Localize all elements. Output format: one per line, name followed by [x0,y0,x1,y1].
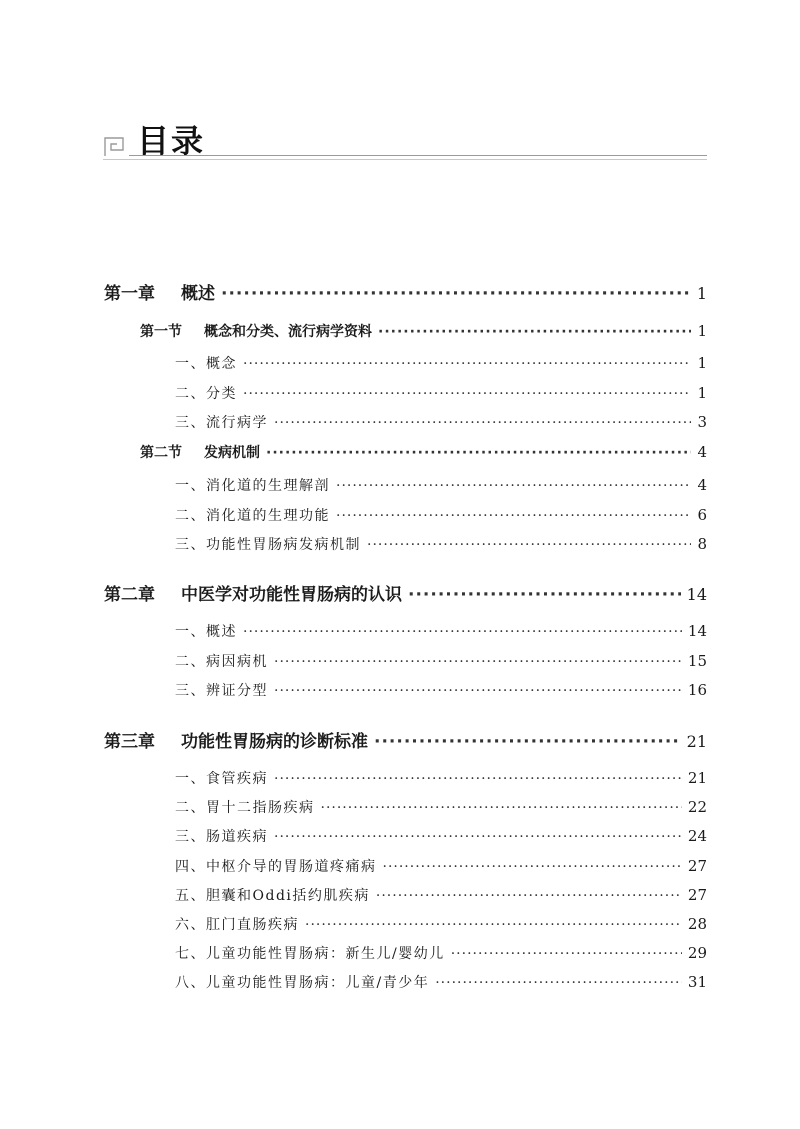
toc-section-1-1[interactable] [140,321,707,345]
leader-dots [435,975,682,991]
toc-item[interactable] [175,768,707,792]
chapter-title: 中医学对功能性胃肠病的认识 [181,585,402,605]
item-title: 二、分类 [175,386,237,402]
page-number: 1 [697,384,707,402]
toc-item[interactable] [175,505,707,529]
page-number: 27 [687,857,707,875]
leader-dots [266,445,691,461]
toc-item[interactable] [175,651,707,675]
page-number: 15 [687,652,707,670]
leader-dots [305,917,682,933]
page-number: 27 [687,886,707,904]
leader-dots [243,356,691,372]
page-number: 22 [687,798,707,816]
item-title: 六、肛门直肠疾病 [175,917,299,933]
leader-dots [408,585,681,605]
leader-dots [274,771,682,787]
page-number: 31 [687,973,707,991]
toc-item[interactable] [175,797,707,821]
section-number: 第一节 [140,324,182,340]
leader-dots [274,829,682,845]
toc-item[interactable] [175,621,707,645]
toc-item[interactable] [175,856,707,880]
item-title: 五、胆囊和Oddi括约肌疾病 [175,888,370,904]
leader-dots [274,654,682,670]
item-title: 二、病因病机 [175,654,268,670]
toc-chapter-1[interactable] [104,279,707,303]
chapter-title: 功能性胃肠病的诊断标准 [181,732,368,752]
corner-ornament-icon [103,134,129,158]
toc-chapter-3[interactable] [104,727,707,751]
page-number: 29 [687,944,707,962]
leader-dots [321,800,682,816]
item-title: 一、食管疾病 [175,771,268,787]
page-number: 14 [687,622,707,640]
item-title: 七、儿童功能性胃肠病：新生儿/婴幼儿 [175,946,445,962]
leader-dots [336,478,691,494]
item-title: 一、概念 [175,356,237,372]
page-number: 28 [687,915,707,933]
toc-item[interactable] [175,826,707,850]
leader-dots [274,683,682,699]
item-title: 三、肠道疾病 [175,829,268,845]
item-title: 三、功能性胃肠病发病机制 [175,537,361,553]
chapter-number: 第二章 [104,585,155,605]
page-number: 4 [697,443,707,461]
leader-dots [367,537,691,553]
chapter-title: 概述 [181,284,215,304]
toc-item[interactable] [175,383,707,407]
toc-chapter-2[interactable] [104,580,707,604]
item-title: 三、辨证分型 [175,683,268,699]
item-title: 一、消化道的生理解剖 [175,478,330,494]
toc-item[interactable] [175,914,707,938]
toc-item[interactable] [175,475,707,499]
leader-dots [383,859,682,875]
leader-dots [374,732,681,752]
toc-item[interactable] [175,412,707,436]
header-rule [129,155,707,156]
page-number: 21 [687,769,707,787]
section-title: 发病机制 [204,445,260,461]
leader-dots [243,386,691,402]
item-title: 八、儿童功能性胃肠病：儿童/青少年 [175,975,430,991]
page-number: 8 [697,535,707,553]
leader-dots [274,415,691,431]
chapter-number: 第三章 [104,732,155,752]
leader-dots [336,508,691,524]
page-number: 14 [686,585,707,604]
toc-item[interactable] [175,353,707,377]
section-number: 第二节 [140,445,182,461]
page-number: 1 [697,322,707,340]
toc-item[interactable] [175,680,707,704]
leader-dots [376,888,682,904]
leader-dots [451,946,682,962]
page-number: 24 [687,827,707,845]
page-title: 目录 [137,122,206,160]
leader-dots [243,624,682,640]
item-title: 二、消化道的生理功能 [175,508,330,524]
toc-item[interactable] [175,943,707,967]
toc-header [103,112,707,162]
item-title: 一、概述 [175,624,237,640]
toc-section-1-2[interactable] [140,442,707,466]
toc-item[interactable] [175,534,707,558]
item-title: 三、流行病学 [175,415,268,431]
page-number: 3 [697,413,707,431]
page-number: 1 [696,284,707,303]
page-number: 16 [687,681,707,699]
page-number: 4 [697,476,707,494]
section-title: 概念和分类、流行病学资料 [204,324,372,340]
page-number: 1 [697,354,707,372]
leader-dots [221,284,691,304]
leader-dots [378,324,691,340]
item-title: 二、胃十二指肠疾病 [175,800,315,816]
page-number: 6 [697,506,707,524]
chapter-number: 第一章 [104,284,155,304]
header-rule-lower [103,159,707,160]
toc-item[interactable] [175,885,707,909]
page-number: 21 [686,732,707,751]
item-title: 四、中枢介导的胃肠道疼痛病 [175,859,377,875]
toc-item[interactable] [175,972,707,996]
